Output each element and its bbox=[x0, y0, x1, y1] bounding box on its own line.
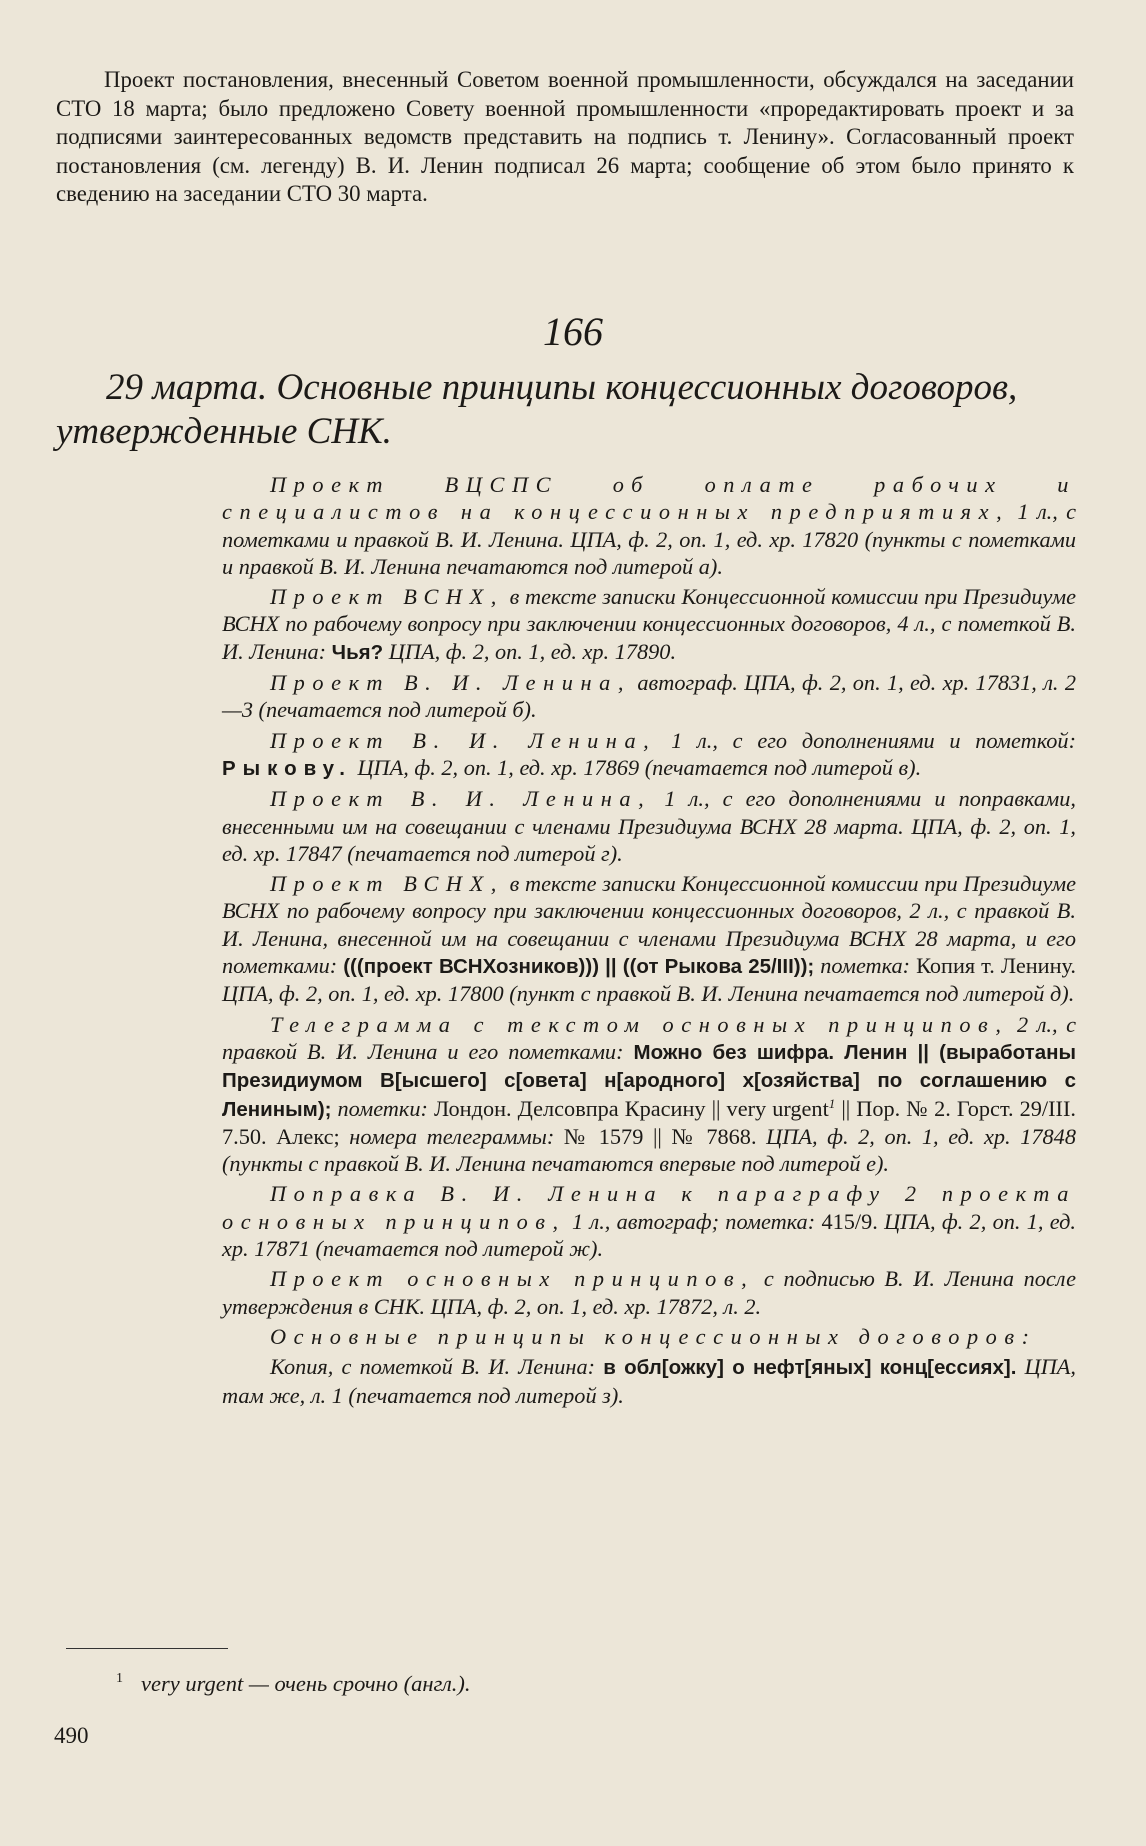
footnote-ref: 1 bbox=[828, 1095, 836, 1111]
source-entry: Проект ВСНХ, в тексте записки Концессионной комиссии при Президиуме ВСНХ по рабочему вопросу при заключении концессионных договоров, 2 л., с правкой В. И. Ленина, внесенной им на совещании с членами Президиума ВСНХ 28 марта, и его пометками: (((проект ВСНХозников))) || ((от Рыкова 25/III)); пометка: Копия т. Ленину. ЦПА, ф. 2, оп. 1, ед. хр. 17800 (пункт с правкой В. И. Ленина печатается под литерой д). bbox=[222, 871, 1076, 1007]
source-entry: Проект В. И. Ленина, 1 л., с его дополнениями и пометкой: Рыкову. ЦПА, ф. 2, оп. 1, ед. хр. 17869 (печатается под литерой в). bbox=[222, 727, 1076, 780]
footnote-divider bbox=[66, 1648, 228, 1649]
lenin-note: Чья? bbox=[331, 640, 384, 664]
source-heading: Основные принципы концессионных договоров: bbox=[270, 1323, 1037, 1349]
source-entry: Копия, с пометкой В. И. Ленина: в обл[ожку] о нефт[яных] конц[ессиях]. ЦПА, там же, л. 1 (печатается под литерой з). bbox=[222, 1354, 1077, 1408]
lenin-note: в обл[ожку] о нефт[яных] конц[ессиях]. bbox=[603, 1356, 1017, 1380]
source-heading: Проект ВЦСПС об оплате рабочих и специалистов на концессионных предприятиях, bbox=[222, 472, 1076, 525]
source-entry: Поправка В. И. Ленина к параграфу 2 проекта основных принципов, 1 л., автограф; пометка: 415/9. ЦПА, ф. 2, оп. 1, ед. хр. 17871 (печатается под литерой ж). bbox=[222, 1181, 1076, 1262]
source-entry: Проект В. И. Ленина, автограф. ЦПА, ф. 2, оп. 1, ед. хр. 17831, л. 2—3 (печатается под литерой б). bbox=[222, 670, 1076, 723]
source-heading: Проект В. И. Ленина, bbox=[270, 727, 657, 753]
footnote-explanation: — очень срочно (англ.). bbox=[243, 1671, 471, 1696]
source-heading: Телеграмма с текстом основных принципов, bbox=[270, 1011, 1009, 1037]
source-heading: Проект ВСНХ, bbox=[270, 584, 504, 610]
archival-sources-list bbox=[222, 471, 1076, 1412]
document-title: 29 марта. Основные принципы концессионных договоров, утвержденные СНК. bbox=[56, 367, 1018, 452]
lenin-note: (((проект ВСНХозников))) || ((от Рыкова 25/III)); bbox=[343, 955, 815, 979]
page-number: 490 bbox=[54, 1723, 89, 1748]
document-number: 166 bbox=[543, 309, 603, 354]
source-heading: Поправка В. И. Ленина к параграфу 2 проекта основных принципов, bbox=[222, 1181, 1076, 1234]
footnote-marker: 1 bbox=[116, 1671, 123, 1686]
source-entry: Проект основных принципов, с подписью В. И. Ленина после утверждения в СНК. ЦПА, ф. 2, оп. 1, ед. хр. 17872, л. 2. bbox=[222, 1266, 1076, 1319]
source-entry: Проект ВЦСПС об оплате рабочих и специалистов на концессионных предприятиях, 1 л., с пометками и правкой В. И. Ленина. ЦПА, ф. 2, оп. 1, ед. хр. 17820 (пункты с пометками и правкой В. И. Ленина печатаются под литерой а). bbox=[222, 472, 1076, 579]
source-heading: Проект В. И. Ленина, bbox=[270, 670, 632, 696]
source-heading: Проект В. И. Ленина, bbox=[270, 786, 652, 812]
source-heading: Проект основных принципов, bbox=[270, 1266, 755, 1292]
source-entry: Телеграмма с текстом основных принципов, 2 л., с правкой В. И. Ленина и его пометками: Можно без шифра. Ленин || (выработаны Президиумом В[ысшего] с[овета] н[ародного] х[озяйства] по соглашению с Лениным); пометки: Лондон. Делсовпра Красину || very urgent$^1$ || Пор. № 2. Горст. 29/III. 7.50. Алекс; номера телеграммы: № 1579 || № 7868. ЦПА, ф. 2, оп. 1, ед. хр. 17848 (пункты с правкой В. И. Ленина печатаются впервые под литерой е). bbox=[222, 1011, 1077, 1177]
footnote-term: very urgent bbox=[141, 1671, 244, 1696]
source-heading: Проект ВСНХ, bbox=[270, 871, 504, 897]
source-entry: Проект В. И. Ленина, 1 л., с его дополнениями и поправками, внесенными им на совещании с членами Президиума ВСНХ 28 марта. ЦПА, ф. 2, оп. 1, ед. хр. 17847 (печатается под литерой г). bbox=[222, 786, 1076, 866]
intro-paragraph: Проект постановления, внесенный Советом военной промышленности, обсуждался на заседании СТО 18 марта; было предложено Совету военной промышленности «проредактировать проект и за подписями заинтересованных ведомств представить на подпись т. Ленину». Согласованный проект постановления (см. легенду) В. И. Ленин подписал 26 марта; сообщение об этом было принято к сведению на заседании СТО 30 марта. bbox=[56, 67, 1074, 206]
source-entry: Проект ВСНХ, в тексте записки Концессионной комиссии при Президиуме ВСНХ по рабочему вопросу при заключении концессионных договоров, 4 л., с пометкой В. И. Ленина: Чья? ЦПА, ф. 2, оп. 1, ед. хр. 17890. bbox=[222, 584, 1076, 664]
lenin-note: Рыкову. bbox=[222, 756, 352, 780]
footnote bbox=[116, 1665, 1016, 1698]
lenin-note: Можно без шифра. Ленин || (выработаны Президиумом В[ысшего] с[овета] н[ародного] х[озяйства] по соглашению с Лениным); bbox=[222, 1040, 1076, 1121]
source-entry bbox=[222, 1323, 1076, 1350]
